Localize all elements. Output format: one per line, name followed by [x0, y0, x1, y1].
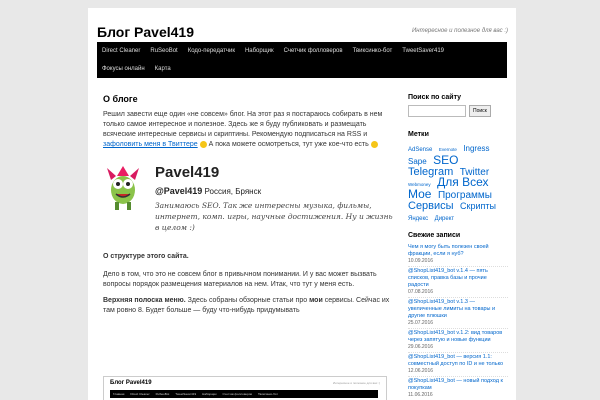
- search-button[interactable]: Поиск: [469, 105, 491, 117]
- smile-icon: [200, 141, 207, 148]
- recent-post-link[interactable]: Чем я могу быть полезен своей фракции, если я нуб?: [408, 244, 489, 257]
- preview-nav-item: RuSeoBot: [155, 392, 170, 396]
- tag-link[interactable]: Evernote: [438, 147, 457, 152]
- recent-post-link[interactable]: @ShopList419_bot — версия 1.1: совместный доступ по ID и не только: [408, 354, 504, 367]
- nav-item[interactable]: Фокусы онлайн: [102, 66, 145, 72]
- preview-nav-item: Твиксинко-бот: [257, 392, 278, 396]
- site-preview-image: [103, 376, 387, 400]
- preview-nav-item: Direct Cleaner: [130, 392, 150, 396]
- menu-text-1: Здесь собраны обзорные статьи про: [187, 297, 308, 304]
- nav-item[interactable]: RuSeoBot: [150, 48, 178, 54]
- recent-post-link[interactable]: @ShopList419_bot v.1.3 — увеличенные лимиты на товары и другие плюшки: [408, 299, 496, 319]
- recent-post-date: 12.06.2016: [408, 368, 434, 374]
- main-nav: [97, 42, 507, 78]
- tag-link[interactable]: Скрипты: [460, 201, 496, 211]
- preview-nav-item: TweetSaver419: [175, 392, 197, 396]
- intro-paragraph: [103, 110, 393, 150]
- menu-bold: Верхняя полоска меню.: [103, 297, 186, 304]
- profile-handle[interactable]: @Pavel419: [155, 186, 203, 196]
- site-tagline: Интересное и полезное для вас :): [411, 28, 508, 34]
- nav-item[interactable]: TweetSaver419: [402, 48, 444, 54]
- tag-link[interactable]: Telegram: [408, 166, 454, 178]
- preview-nav-item: Счетчик фолловеров: [222, 392, 252, 396]
- nav-item[interactable]: Твиксинко-бот: [352, 48, 393, 54]
- preview-tagline: Интересное и полезное для вас :): [332, 381, 380, 385]
- tag-link[interactable]: Директ: [434, 216, 455, 222]
- tag-link[interactable]: Мое: [408, 187, 432, 201]
- recent-post-date: 25.07.2016: [408, 320, 434, 326]
- tag-link[interactable]: Twitter: [459, 167, 490, 178]
- recent-post-item: [408, 243, 508, 267]
- recent-posts-title: Свежие записи: [408, 232, 461, 239]
- nav-row-1: [97, 42, 507, 60]
- nav-item[interactable]: Наборщик: [244, 48, 274, 54]
- preview-nav: [110, 390, 378, 398]
- profile-handle-line: [155, 186, 261, 196]
- recent-post-date: 10.09.2016: [408, 258, 434, 264]
- menu-paragraph: [103, 296, 393, 316]
- tags-widget-title: Метки: [408, 131, 429, 138]
- tag-link[interactable]: Sape: [408, 157, 427, 166]
- nav-item[interactable]: Direct Cleaner: [102, 48, 141, 54]
- sidebar: [408, 94, 508, 400]
- nav-item[interactable]: Счетчик фолловеров: [283, 48, 343, 54]
- recent-posts-list: [408, 243, 508, 400]
- structure-title: О структуре этого сайта.: [103, 253, 189, 260]
- search-input[interactable]: [408, 105, 466, 117]
- preview-nav-item: Главная: [113, 392, 125, 396]
- recent-post-item: [408, 267, 508, 298]
- avatar: [103, 166, 143, 210]
- recent-post-date: 07.08.2016: [408, 289, 434, 295]
- profile-location: Россия, Брянск: [204, 187, 262, 196]
- main-content: [103, 94, 393, 322]
- recent-post-item: [408, 298, 508, 329]
- intro-end-2: можете осмотреться, тут уже кое-что есть: [231, 141, 369, 148]
- tag-link[interactable]: Webmoney: [408, 182, 431, 187]
- intro-text: Решил завести еще один «не совсем» блог. На этот раз я постараюсь собирать в нем только самое интересное и полезное. Здесь же я буду публиковать и размещать всяческие интересные сервисы и скриптины. Рекомендую подписаться на RSS и: [103, 111, 383, 138]
- recent-post-item: [408, 329, 508, 353]
- tag-link[interactable]: Сервисы: [408, 200, 454, 212]
- recent-post-item: [408, 353, 508, 377]
- recent-post-link[interactable]: @ShopList419_bot — новый подход к покупкам: [408, 378, 503, 391]
- structure-paragraph: Дело в том, что это не совсем блог в привычном понимании. И у вас может вызвать вопросы порядок размещения материалов на нем. Итак, что тут у меня есть.: [103, 271, 377, 288]
- preview-title: Блог Pavel419: [110, 380, 152, 386]
- structure-heading: [103, 252, 393, 262]
- preview-nav-item: Наборщик: [202, 392, 217, 396]
- recent-post-date: 29.06.2016: [408, 344, 434, 350]
- nav-row-2: [97, 60, 507, 78]
- tag-link[interactable]: Ingress: [463, 144, 490, 153]
- profile-name: Pavel419: [155, 164, 220, 181]
- recent-post-item: [408, 377, 508, 400]
- nav-item[interactable]: Карта: [154, 66, 171, 72]
- smile-icon: [371, 141, 378, 148]
- tag-cloud: [408, 142, 508, 224]
- recent-post-link[interactable]: @ShopList419_bot v.1.2: вид товаров через запятую и новые функции: [408, 330, 503, 343]
- search-widget-title: Поиск по сайту: [408, 94, 462, 101]
- menu-text-2: сервисы. Сейчас их там ровно 8. Будет больше — буду что-нибудь придумывать: [103, 297, 390, 314]
- menu-bold-2: мои: [309, 297, 323, 304]
- tag-link[interactable]: Для Всех: [437, 175, 489, 189]
- twitter-profile-card: [103, 164, 393, 244]
- page: [88, 8, 516, 400]
- tag-link[interactable]: SEO: [433, 153, 459, 167]
- recent-post-date: 11.06.2016: [408, 392, 433, 398]
- site-title[interactable]: Блог Pavel419: [97, 24, 194, 40]
- recent-post-link[interactable]: @ShopList419_bot v.1.4 — пять списков, правка базы и прочие радости: [408, 268, 488, 288]
- search-row: [408, 105, 508, 117]
- tag-link[interactable]: Яндекс: [408, 216, 429, 222]
- tag-link[interactable]: AdSense: [408, 147, 433, 153]
- page-title: О блоге: [103, 94, 138, 104]
- tag-link[interactable]: Программы: [437, 190, 492, 201]
- profile-bio: Занимаюсь SEO. Так же интересны музыка, фильмы, интернет, комп. игры, научные достижения. Ну и жизнь в целом :): [155, 201, 393, 232]
- intro-end-1: А пока: [208, 141, 230, 148]
- twitter-follow-link[interactable]: зафоловить меня в Твиттере: [103, 141, 198, 148]
- nav-item[interactable]: Кодо-передатчик: [187, 48, 235, 54]
